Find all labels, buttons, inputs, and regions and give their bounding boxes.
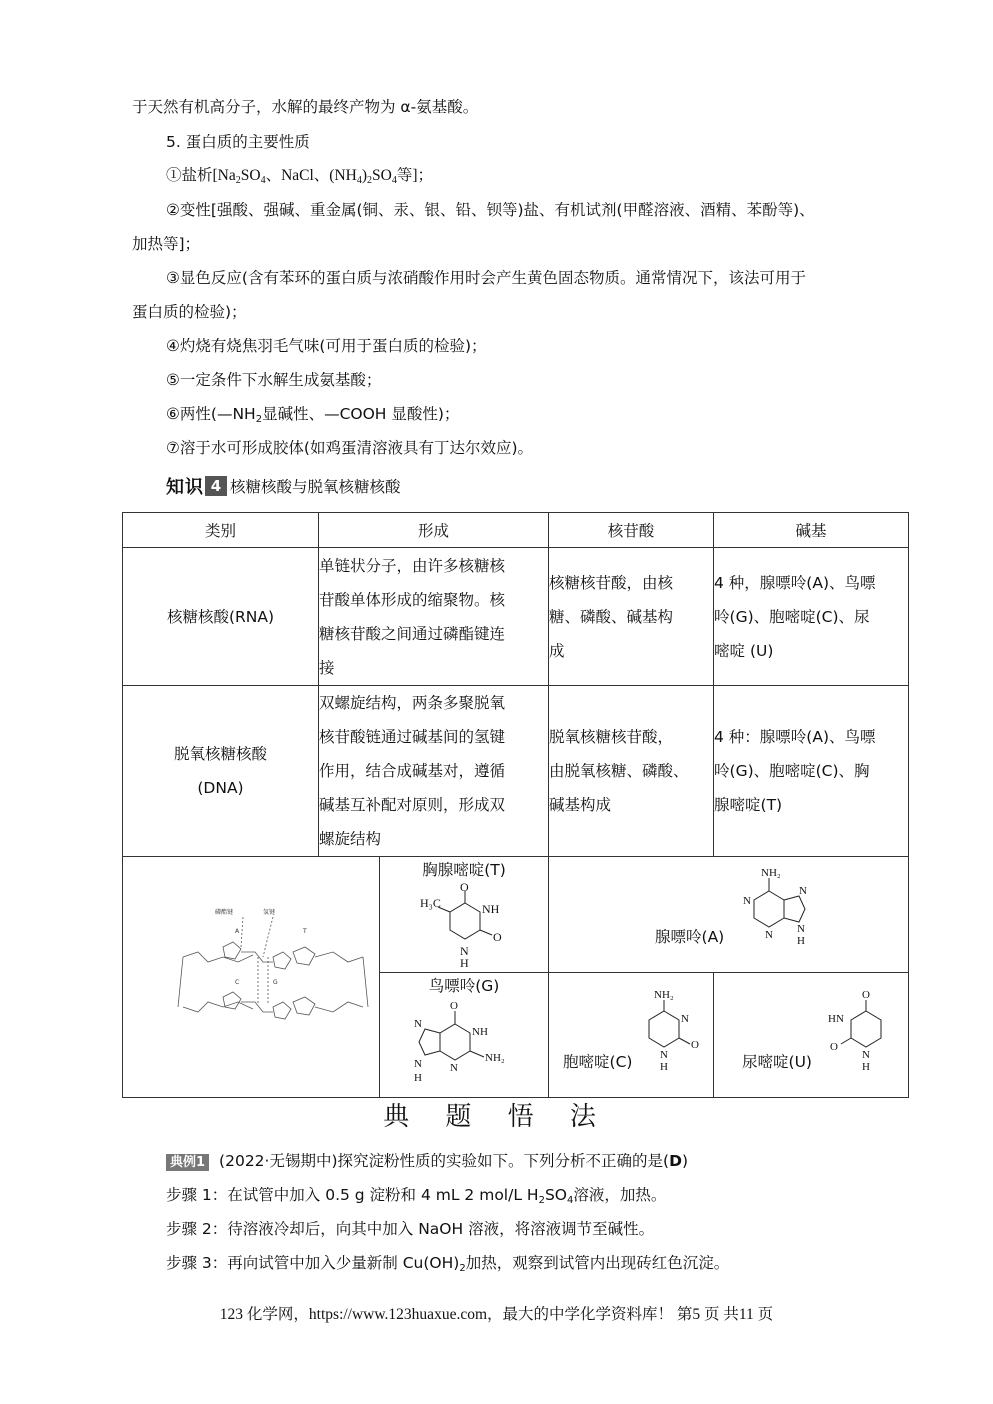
example-step2: 步骤 2：待溶液冷却后，向其中加入 NaOH 溶液，将溶液调节至碱性。 [166,1220,655,1238]
svg-text:O: O [691,1039,699,1052]
thymine-structure [380,883,549,971]
property-denaturation: ②变性[强酸、强碱、重金属(铜、汞、银、铅、钡等)盐、有机试剂(甲醛溶液、酒精、苯酚等)、 [166,201,815,219]
dna-name: 脱氧核糖核酸 (DNA) [123,686,319,857]
cytosine-structure [634,986,714,1086]
svg-text:N: N [460,944,469,958]
dna-structure-figure-cell [123,857,380,1098]
svg-text:O: O [450,1000,458,1013]
svg-text:NH₂: NH₂ [485,1052,505,1065]
svg-text:NH₂: NH₂ [761,866,781,879]
svg-text:N: N [414,1018,422,1031]
thymine-cell [380,857,549,973]
rna-bases: 4 种，腺嘌呤(A)、鸟嘌 呤(G)、胞嘧啶(C)、尿 嘧啶 (U) [714,548,909,686]
nucleic-acid-table [122,512,909,1098]
property-amphoteric: ⑥两性($—NH_2$显碱性、—COOH 显酸性)； [166,405,460,425]
uracil-label: 尿嘧啶(U) [742,1053,812,1072]
svg-text:N: N [660,1049,668,1062]
adenine-structure [739,866,839,956]
example-step3: 步骤 3：再向试管中加入少量新制 $Cu(OH)_2$加热，观察到试管内出现砖红色沉淀。 [166,1254,730,1274]
property-hydrolysis: ⑤一定条件下水解生成氨基酸； [166,371,382,389]
label-t: T [303,928,307,935]
svg-text:N: N [450,1062,458,1075]
knowledge-number: 4 [205,476,227,496]
svg-text:N: N [799,884,807,897]
dna-bases: 4 种：腺嘌呤(A)、鸟嘌 呤(G)、胞嘧啶(C)、胸 腺嘧啶(T) [714,686,909,857]
example-answer: D [669,1152,682,1170]
svg-text:H: H [862,1061,870,1074]
dna-formation: 双螺旋结构，两条多聚脱氧 核苷酸链通过碱基间的氢键 作用，结合成碱基对，遵循 碱基互补配对原则，形成双 螺旋结构 [319,686,549,857]
knowledge-heading [166,474,401,498]
uracil-cell [714,973,909,1098]
guanine-structure [380,999,549,1091]
svg-text:N: N [836,1013,844,1026]
section-heading: 典 题 悟 法 [383,1102,610,1132]
cytosine-label: 胞嘧啶(C) [563,1053,633,1072]
svg-text:H₃C: H₃C [420,896,441,910]
svg-text:N: N [414,1058,422,1071]
uracil-structure [826,986,906,1086]
guanine-label: 鸟嘌呤(G) [428,977,500,996]
label-a: A [235,928,240,935]
table-header-row [123,513,909,548]
header-bases: 碱基 [714,513,909,548]
property-salting-out: ①盐析[$Na_2SO_4$、NaCl、$(NH_4)_2SO_4$等]； [166,167,434,186]
dna-nucleotide: 脱氧核糖核苷酸， 由脱氧核糖、磷酸、 碱基构成 [549,686,714,857]
rna-formation: 单链状分子，由许多核糖核 苷酸单体形成的缩聚物。核 糖核苷酸之间通过磷酯键连 接 [319,548,549,686]
svg-text:H: H [797,934,805,947]
property-colloid: ⑦溶于水可形成胶体(如鸡蛋清溶液具有丁达尔效应)。 [166,439,533,457]
example-step1: 步骤 1：在试管中加入 0.5 g 淀粉和 4 mL 2 mol/L $H_2SO_4$溶液，加热。 [166,1186,667,1206]
table-row-structures-1 [123,857,909,973]
knowledge-tag: 知识 [166,477,204,498]
cytosine-cell [549,973,714,1098]
thymine-label: 胸腺嘧啶(T) [422,861,506,879]
svg-text:O: O [460,883,469,894]
table-row-dna [123,686,909,857]
svg-text:NH: NH [482,902,500,916]
svg-text:N: N [765,928,773,941]
intro-line: 于天然有机高分子，水解的最终产物为 α-氨基酸。 [132,98,479,116]
svg-text:NH: NH [472,1026,488,1039]
svg-text:NH₂: NH₂ [654,989,674,1002]
rna-name: 核糖核酸(RNA) [123,548,319,686]
svg-text:H: H [828,1013,836,1026]
section-title: 5. 蛋白质的主要性质 [166,133,310,151]
header-category: 类别 [123,513,319,548]
property-denaturation-cont: 加热等]； [132,235,201,253]
header-formation: 形成 [319,513,549,548]
example-question: 典例1 (2022·无锡期中)探究淀粉性质的实验如下。下列分析不正确的是(D) [166,1150,688,1172]
header-nucleotide: 核苷酸 [549,513,714,548]
adenine-cell [549,857,909,973]
svg-text:H: H [660,1061,668,1074]
label-hydrogen-bond: 氢键 [263,909,276,916]
svg-text:N: N [862,1049,870,1062]
svg-text:N: N [797,922,805,935]
property-color-reaction: ③显色反应(含有苯环的蛋白质与浓硝酸作用时会产生黄色固态物质。通常情况下，该法可用于 [166,269,806,287]
table-row-rna [123,548,909,686]
guanine-cell [380,973,549,1098]
property-color-reaction-cont: 蛋白质的检验)； [132,303,247,321]
rna-nucleotide: 核糖核苷酸，由核 糖、磷酸、碱基构 成 [549,548,714,686]
svg-text:H: H [414,1072,422,1085]
page-footer: 123 化学网，https://www.123huaxue.com，最大的中学化学资料库！ 第5 页 共11 页 [219,1306,774,1323]
label-phosphodiester: 磷酯键 [215,909,234,916]
svg-text:H: H [460,956,469,970]
svg-text:O: O [830,1041,838,1054]
svg-text:O: O [493,930,502,944]
svg-text:O: O [862,989,870,1002]
property-burning: ④灼烧有烧焦羽毛气味(可用于蛋白质的检验)； [166,337,487,355]
label-c: C [235,979,240,986]
svg-text:N: N [743,894,751,907]
adenine-label: 腺嘌呤(A) [655,927,725,946]
example-tag: 典例1 [166,1154,209,1171]
label-g: G [273,979,278,986]
svg-text:N: N [681,1013,689,1026]
knowledge-title: 核糖核酸与脱氧核糖核酸 [230,478,401,496]
dna-base-pair-diagram [123,857,379,1097]
